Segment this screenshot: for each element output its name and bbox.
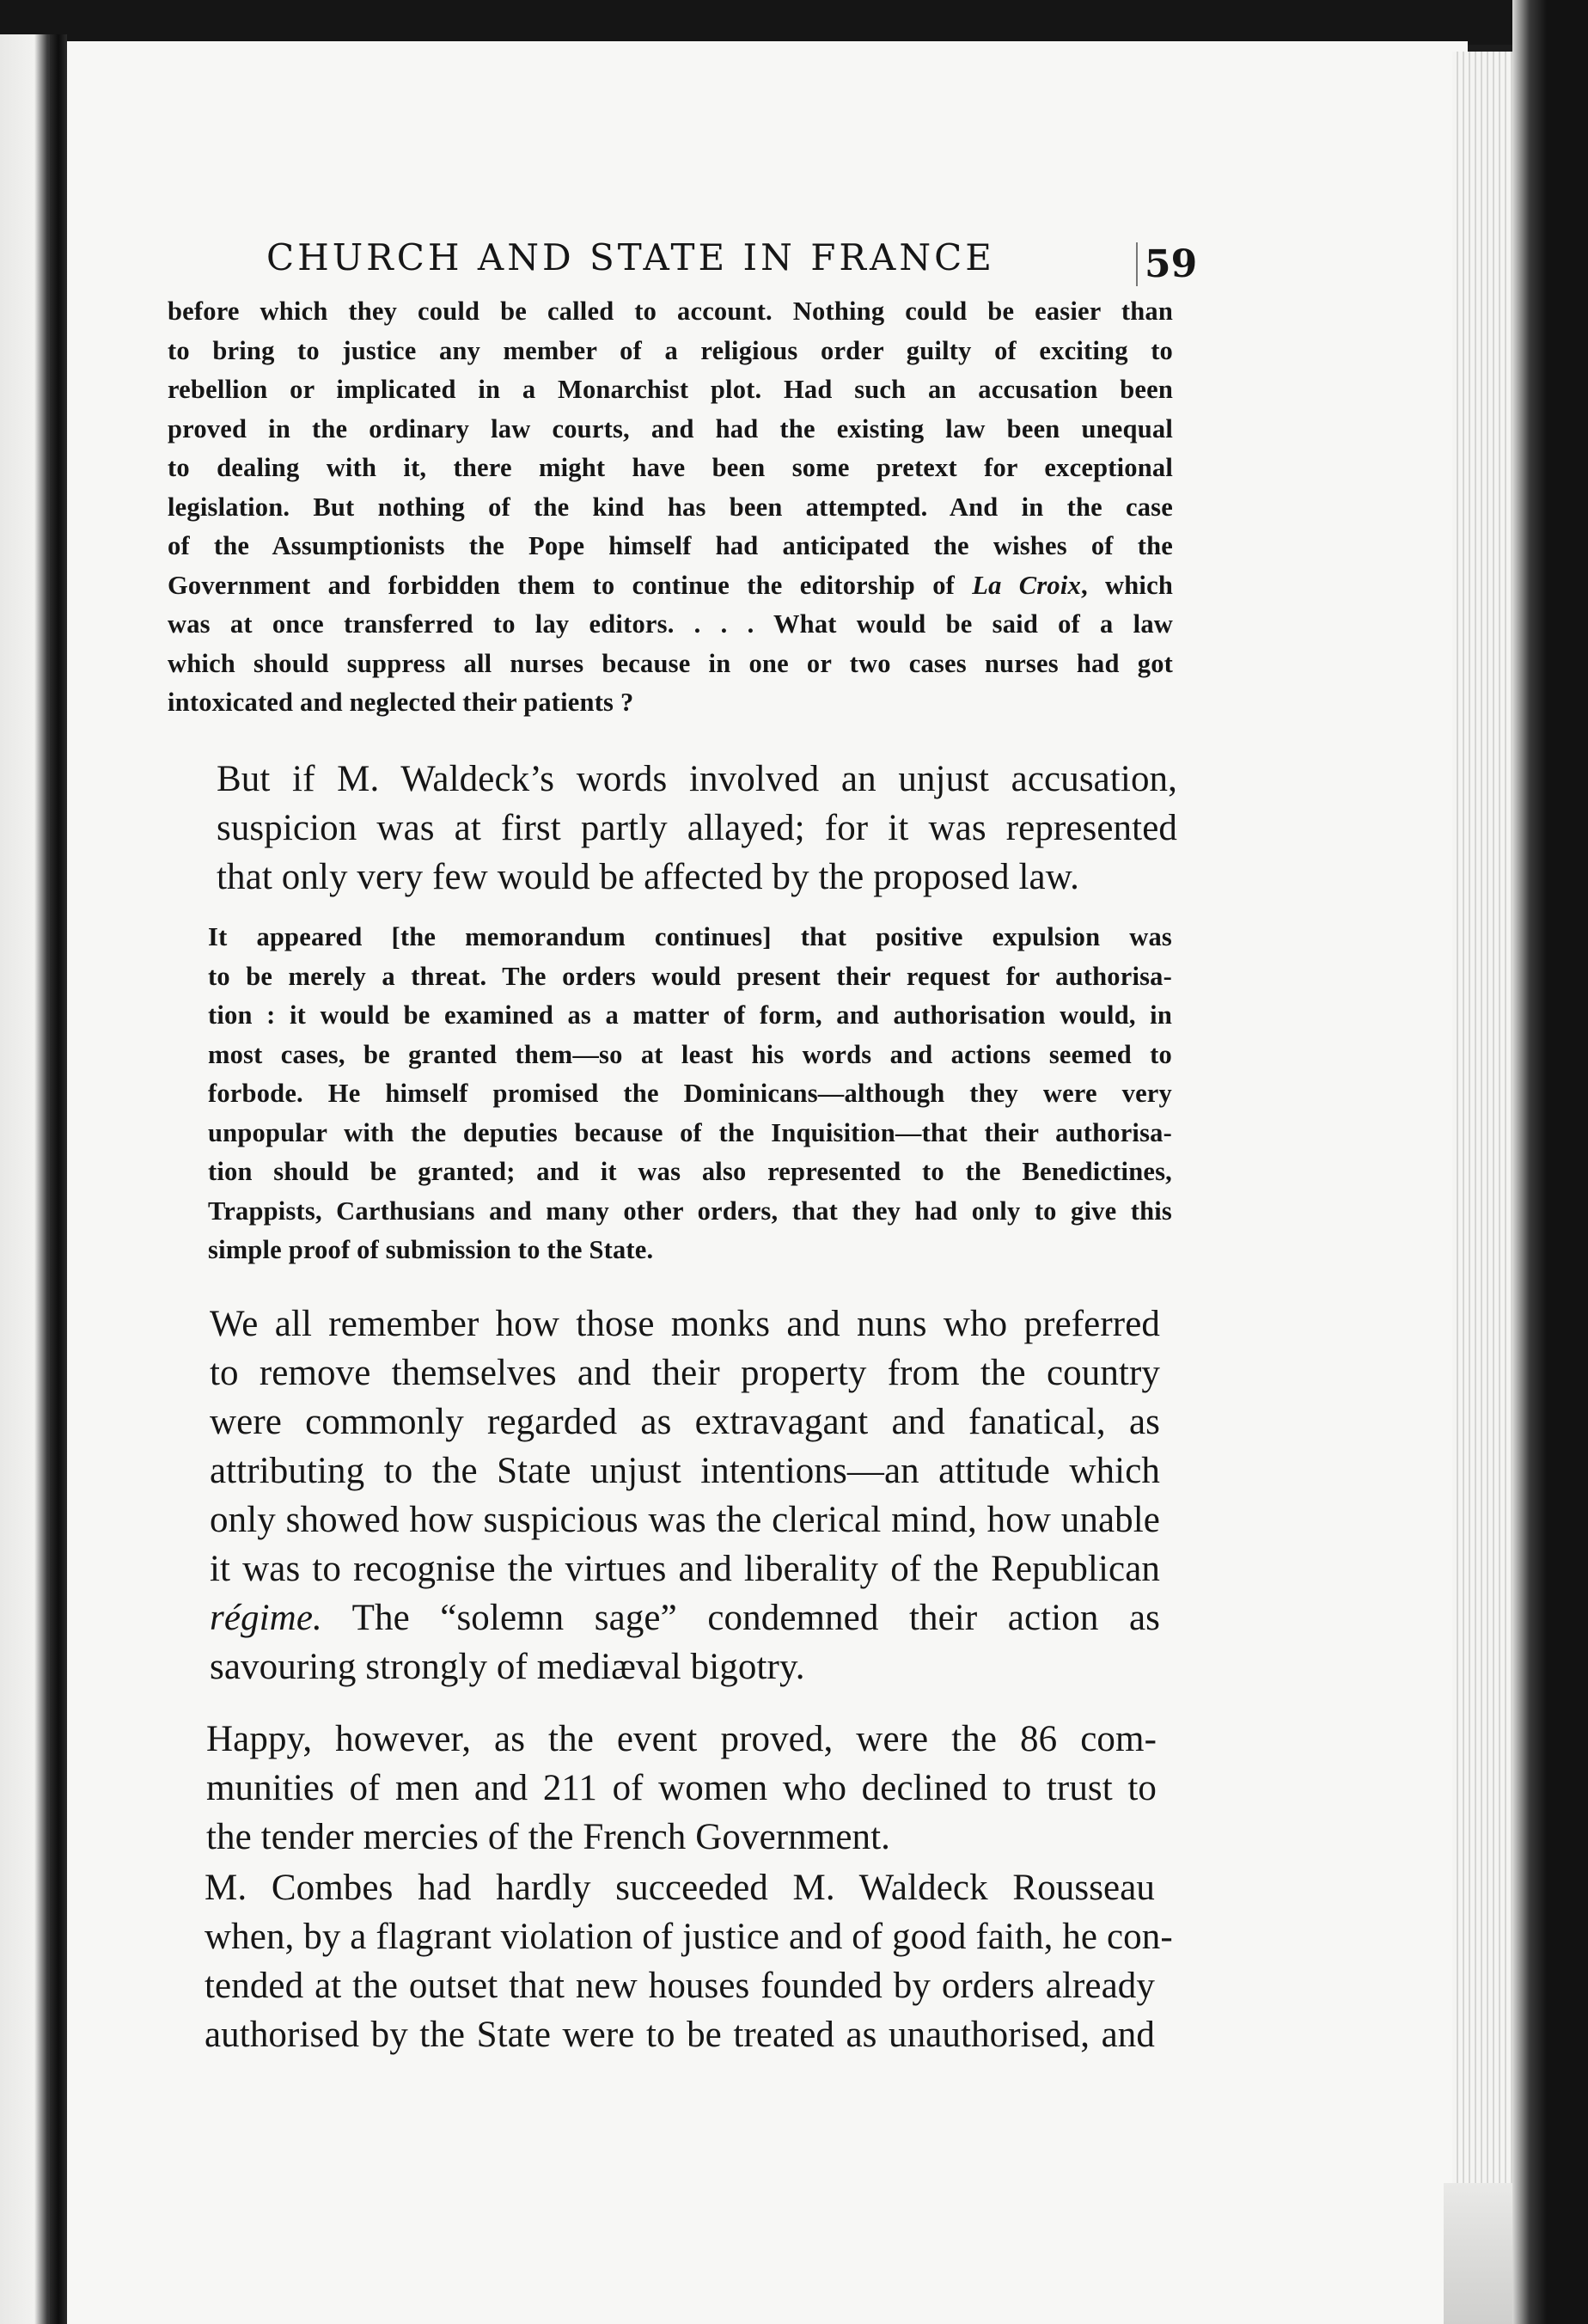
- text-line: it was to recognise the virtues and liberality of the Republican: [210, 1549, 1160, 1589]
- text-line: tended at the outset that new houses founded by orders already: [205, 1966, 1155, 2006]
- text-line: before which they could be called to account. Nothing could be easier than: [168, 297, 1173, 326]
- text-line: which should suppress all nurses because in one or two cases nurses had got: [168, 648, 1173, 678]
- italic-word: régime.: [210, 1598, 322, 1638]
- text-line: authorised by the State were to be treated as unauthorised, and: [205, 2015, 1155, 2055]
- text-line: to bring to justice any member of a religious order guilty of exciting to: [168, 335, 1173, 365]
- text-segment: Government and forbidden them to continue the editorship of: [168, 570, 973, 600]
- text-line: to be merely a threat. The orders would present their request for authorisa-: [208, 961, 1172, 991]
- scan-border-right: [1512, 0, 1588, 2324]
- text-line: But if M. Waldeck’s words involved an unjust accusation,: [217, 759, 1177, 799]
- italic-title: La Croix: [972, 570, 1081, 600]
- text-line: when, by a flagrant violation of justice and of good faith, he con-: [205, 1917, 1173, 1957]
- text-line: savouring strongly of mediæval bigotry.: [210, 1647, 805, 1687]
- text-line: intoxicated and neglected their patients ?: [168, 688, 634, 717]
- text-line: munities of men and 211 of women who declined to trust to: [206, 1768, 1157, 1808]
- text-line: unpopular with the deputies because of the Inquisition—that their authorisa-: [208, 1117, 1172, 1147]
- text-line: It appeared [the memorandum continues] that positive expulsion was: [208, 922, 1172, 951]
- text-line: were commonly regarded as extravagant and fanatical, as: [210, 1402, 1160, 1442]
- running-head: [266, 234, 1212, 280]
- running-head-title: CHURCH AND STATE IN FRANCE: [266, 236, 995, 278]
- text-line: to remove themselves and their property from the country: [210, 1353, 1160, 1393]
- text-line: tion should be granted; and it was also represented to the Benedictines,: [208, 1157, 1172, 1186]
- paragraph-2: [153, 1300, 1160, 1691]
- paragraph-3: [151, 1715, 1157, 1862]
- text-line: tion : it would be examined as a matter of form, and authorisation would, in: [208, 1000, 1172, 1030]
- scan-border-top: [0, 0, 1588, 45]
- text-line: only showed how suspicious was the clerical mind, how unable: [210, 1500, 1160, 1540]
- text-line-with-italic: [168, 566, 1173, 606]
- text-line: proved in the ordinary law courts, and had the existing law been unequal: [168, 413, 1173, 443]
- text-line: attributing to the State unjust intentions—an attitude which: [210, 1451, 1160, 1491]
- text-line: suspicion was at first partly allayed; for it was represented: [217, 808, 1177, 848]
- page-number: 59: [1136, 242, 1197, 286]
- text-line: most cases, be granted them—so at least his words and actions seemed to: [208, 1039, 1172, 1069]
- text-line: legislation. But nothing of the kind has been attempted. And in the case: [168, 492, 1173, 522]
- text-line-with-italic: [153, 1593, 1160, 1642]
- text-line: of the Assumptionists the Pope himself had anticipated the wishes of the: [168, 531, 1173, 560]
- book-gutter: [50, 34, 67, 2324]
- block-quote-1: [168, 292, 1173, 723]
- text-line: was at once transferred to lay editors. . . . What would be said of a law: [168, 609, 1173, 639]
- paragraph-1: [163, 755, 1177, 902]
- text-line: rebellion or implicated in a Monarchist plot. Had such an accusation been: [168, 375, 1173, 404]
- block-quote-2: [156, 918, 1172, 1270]
- text-line: Trappists, Carthusians and many other orders, that they had only to give this: [208, 1196, 1172, 1226]
- paragraph-4: [150, 1863, 1173, 2059]
- text-line: that only very few would be affected by the proposed law.: [217, 857, 1079, 897]
- text-line: the tender mercies of the French Government.: [206, 1817, 891, 1857]
- text-line: We all remember how those monks and nuns who preferred: [210, 1304, 1160, 1344]
- text-line: forbode. He himself promised the Dominicans—although they were very: [208, 1079, 1172, 1108]
- text-line: to dealing with it, there might have been some pretext for exceptional: [168, 453, 1173, 482]
- text-segment: , which: [1080, 570, 1173, 600]
- text-line: Happy, however, as the event proved, were the 86 com-: [206, 1719, 1157, 1759]
- text-segment: The “solemn sage” condemned their action as: [321, 1598, 1160, 1638]
- text-line: M. Combes had hardly succeeded M. Waldeck Rousseau: [205, 1868, 1155, 1908]
- text-line: simple proof of submission to the State.: [208, 1235, 654, 1264]
